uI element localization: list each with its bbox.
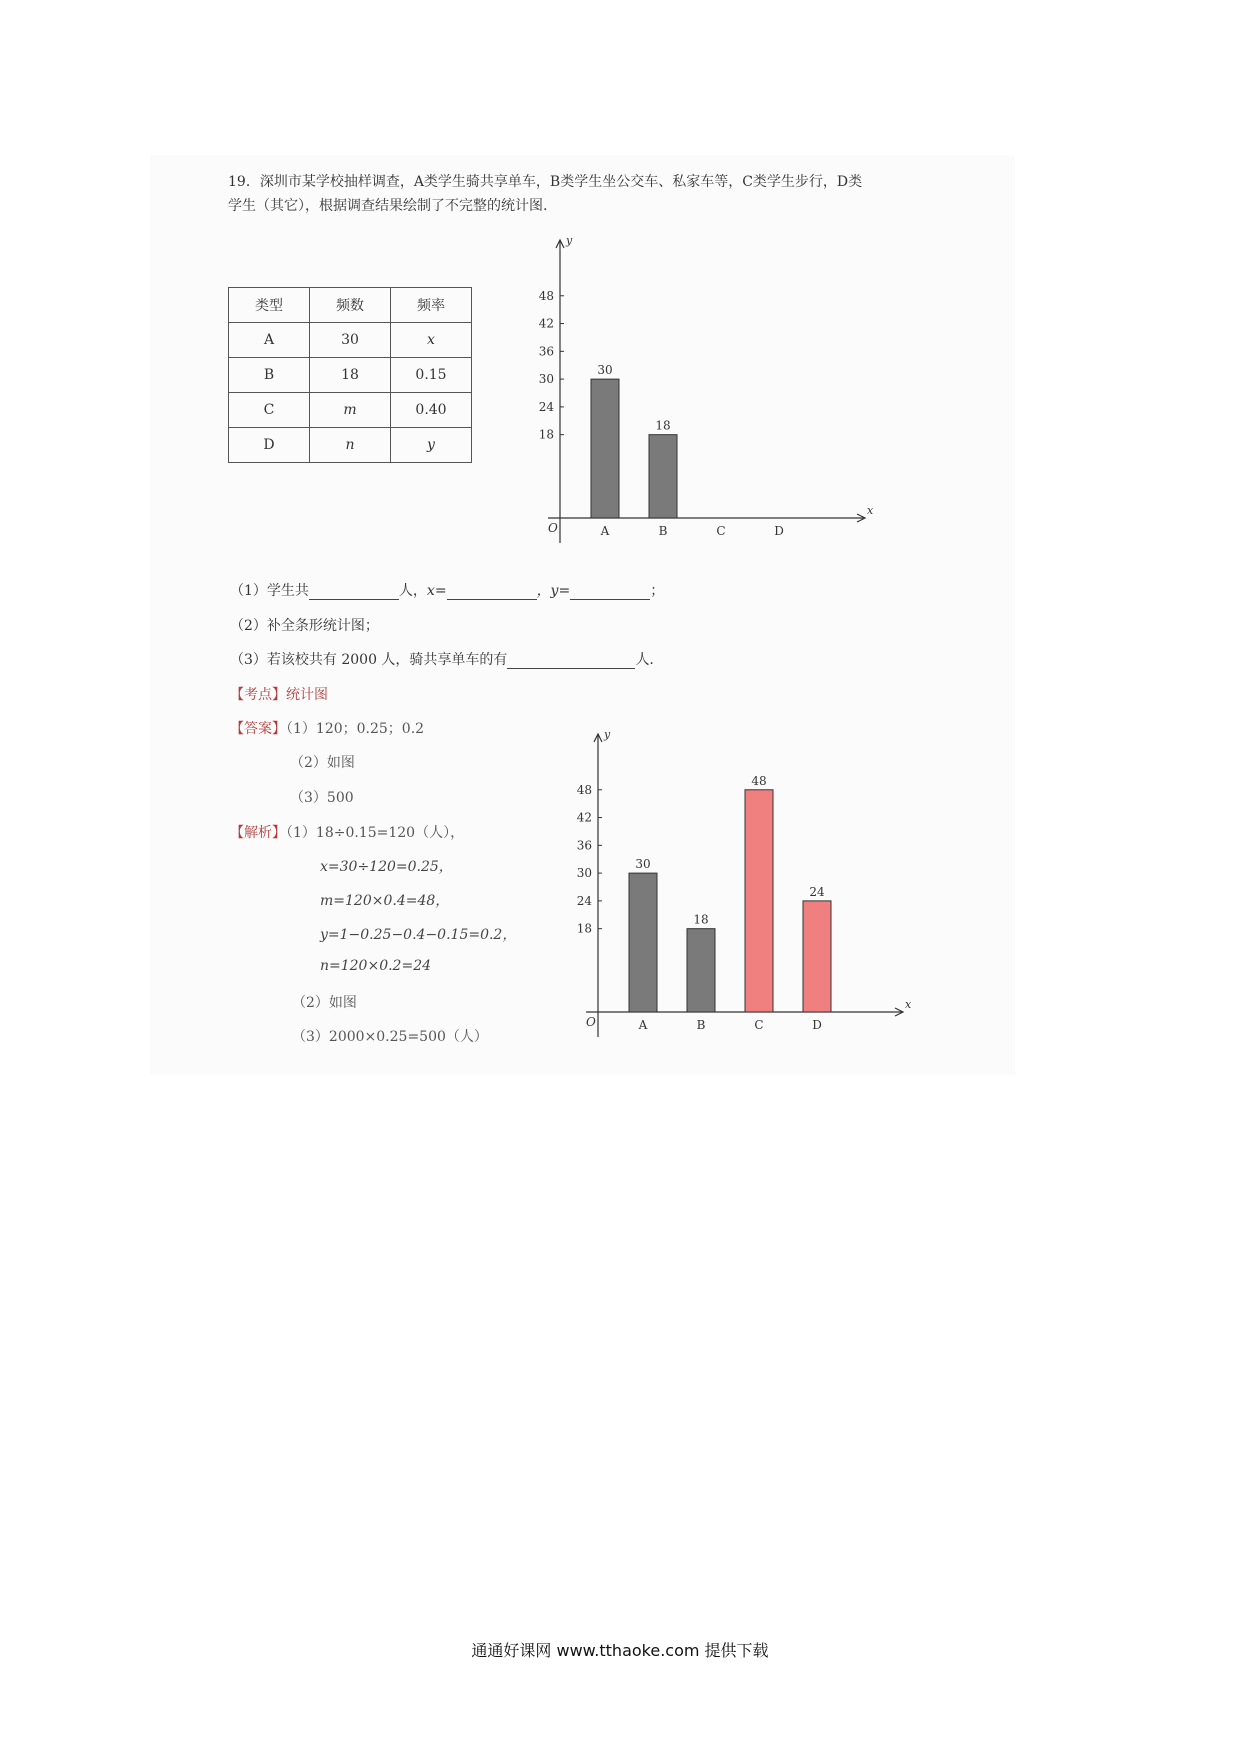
answer-blank-y[interactable] [570, 585, 650, 600]
x-tick-label: B [696, 1018, 706, 1032]
work-step-n: n=120×0.2=24 [320, 958, 432, 974]
y-axis-label: y [604, 728, 611, 741]
question-3 [230, 649, 654, 669]
answer-blank-total[interactable] [309, 585, 399, 600]
kaodian-text: 统计图 [286, 687, 328, 703]
origin-label: O [586, 1015, 596, 1029]
question-2: （2）补全条形统计图； [230, 618, 379, 634]
bar-A [629, 873, 657, 1012]
work-step-m: m=120×0.4=48， [320, 893, 450, 909]
data-label-B: 18 [693, 912, 709, 927]
answer-3: （3）500 [290, 790, 354, 806]
bar-C [745, 790, 773, 1012]
analysis-2: （2）如图 [292, 995, 357, 1011]
question-1-x: x= [426, 583, 447, 599]
analysis-1: （1）18÷0.15=120（人）， [286, 825, 465, 841]
y-tick-label: 36 [576, 838, 592, 853]
y-tick-label: 48 [576, 782, 592, 797]
question-1-end: ； [650, 583, 665, 599]
y-axis-label: y [566, 234, 573, 247]
table-cell: n [310, 428, 391, 463]
question-1-y: ，y= [536, 583, 571, 599]
problem-line-1: 19．深圳市某学校抽样调查，A类学生骑共享单车，B类学生坐公交车、私家车等，C类学生步行，D类 [228, 174, 863, 190]
question-1-unit: 人， [398, 583, 427, 599]
table-header: 频率 [391, 288, 472, 323]
answer-blank-x[interactable] [447, 585, 537, 600]
x-axis-label: x [905, 998, 912, 1011]
y-tick-label: 42 [538, 316, 554, 331]
question-3-unit: 人. [635, 652, 654, 668]
x-tick-label: A [638, 1018, 648, 1032]
origin-label: O [548, 521, 558, 535]
work-step-y: y=1−0.25−0.4−0.15=0.2， [320, 927, 517, 943]
table-row [229, 358, 472, 393]
table-row [229, 428, 472, 463]
bar-B [649, 435, 677, 518]
kaodian-line [230, 684, 328, 704]
answer-line-1 [230, 718, 424, 738]
data-label-B: 18 [655, 418, 671, 433]
x-tick-label: D [774, 524, 784, 538]
table-row [229, 323, 472, 358]
data-label-C: 48 [751, 773, 767, 788]
data-label-A: 30 [597, 363, 613, 378]
table-cell: 0.40 [391, 393, 472, 428]
question-1 [230, 580, 664, 600]
table-cell: C [229, 393, 310, 428]
table-cell: 0.15 [391, 358, 472, 393]
y-tick-label: 30 [538, 372, 554, 387]
table-header: 类型 [229, 288, 310, 323]
y-tick-label: 42 [576, 810, 592, 825]
incomplete-bar-chart [520, 228, 880, 553]
data-label-A: 30 [635, 857, 651, 872]
table-cell: x [391, 323, 472, 358]
table-cell: 18 [310, 358, 391, 393]
analysis-3: （3）2000×0.25=500（人） [292, 1029, 488, 1045]
bar-B [687, 929, 715, 1012]
table-header-row [229, 288, 472, 323]
y-tick-label: 18 [538, 427, 554, 442]
table-cell: A [229, 323, 310, 358]
answer-2: （2）如图 [290, 755, 355, 771]
table-row [229, 393, 472, 428]
analysis-tag: 【解析】 [230, 825, 286, 841]
table-cell: y [391, 428, 472, 463]
x-tick-label: A [600, 524, 610, 538]
answer-tag: 【答案】 [230, 721, 286, 737]
question-1-text: （1）学生共 [230, 583, 309, 599]
table-cell: 30 [310, 323, 391, 358]
y-tick-label: 48 [538, 288, 554, 303]
question-3-text: （3）若该校共有 2000 人，骑共享单车的有 [230, 652, 508, 668]
y-tick-label: 18 [576, 921, 592, 936]
work-step-x: x=30÷120=0.25， [320, 859, 453, 875]
completed-bar-chart [558, 722, 918, 1047]
table-header: 频数 [310, 288, 391, 323]
problem-line-2: 学生（其它），根据调查结果绘制了不完整的统计图. [228, 198, 548, 214]
table-cell: m [310, 393, 391, 428]
bar-A [591, 379, 619, 518]
data-label-D: 24 [809, 884, 825, 899]
x-tick-label: D [812, 1018, 822, 1032]
x-tick-label: C [716, 524, 726, 538]
y-tick-label: 30 [576, 866, 592, 881]
y-tick-label: 36 [538, 344, 554, 359]
bar-D [803, 901, 831, 1012]
x-tick-label: C [754, 1018, 764, 1032]
table-cell: D [229, 428, 310, 463]
footer-text: 通通好课网 www.tthaoke.com 提供下载 [471, 1641, 769, 1660]
table-cell: B [229, 358, 310, 393]
analysis-line-1 [230, 822, 464, 842]
x-tick-label: B [658, 524, 668, 538]
answer-1: （1）120；0.25；0.2 [286, 721, 425, 737]
x-axis-label: x [867, 504, 874, 517]
kaodian-tag: 【考点】 [230, 687, 286, 703]
y-tick-label: 24 [576, 893, 592, 908]
answer-blank-bike-riders[interactable] [507, 654, 635, 669]
frequency-table [228, 287, 472, 463]
y-tick-label: 24 [538, 399, 554, 414]
